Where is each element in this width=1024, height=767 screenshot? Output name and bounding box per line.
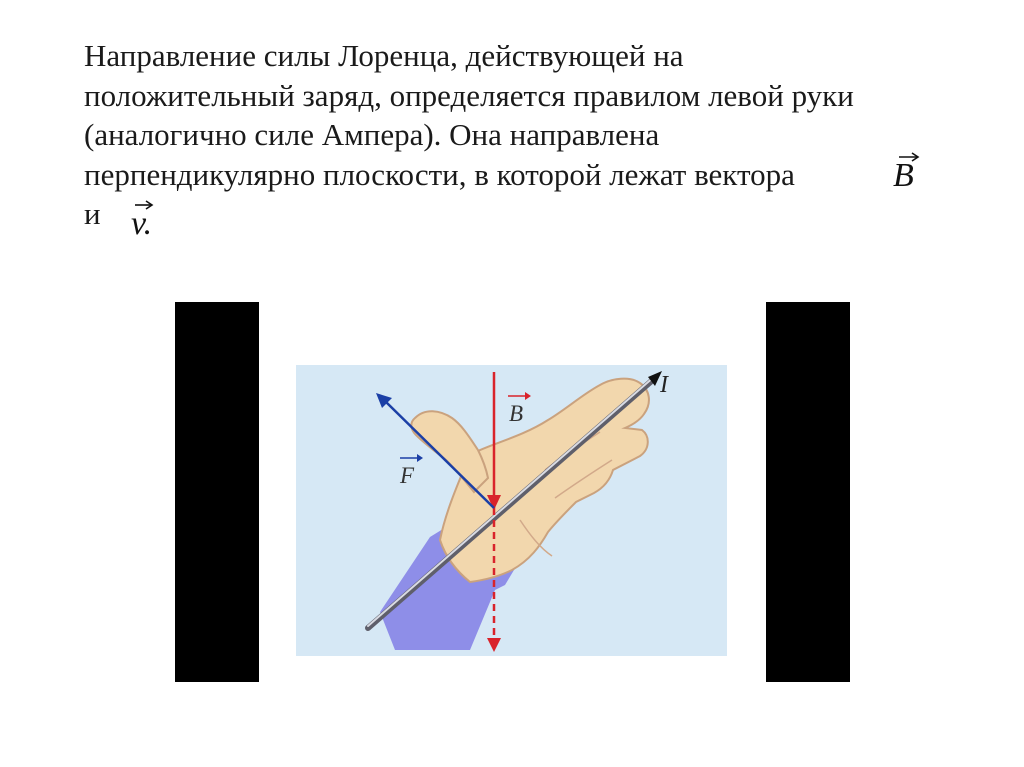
- label-i: I: [660, 372, 668, 398]
- paragraph-line-1: Направление силы Лоренца, действующей на: [84, 38, 684, 73]
- label-f: F: [400, 463, 415, 488]
- vector-v-letter: v.: [131, 205, 153, 242]
- paragraph-line-4: перпендикулярно плоскости, в которой лежат вектора: [84, 156, 795, 192]
- paragraph-line-5: и: [84, 196, 101, 231]
- left-side-bar: [175, 302, 259, 682]
- vector-b-letter: B: [893, 157, 914, 194]
- paragraph-line-2: положительный заряд, определяется правилом левой руки: [84, 77, 854, 113]
- right-side-bar: [766, 302, 850, 682]
- paragraph-line-3: (аналогично силе Ампера). Она направлена: [84, 117, 660, 152]
- label-b: B: [509, 401, 524, 426]
